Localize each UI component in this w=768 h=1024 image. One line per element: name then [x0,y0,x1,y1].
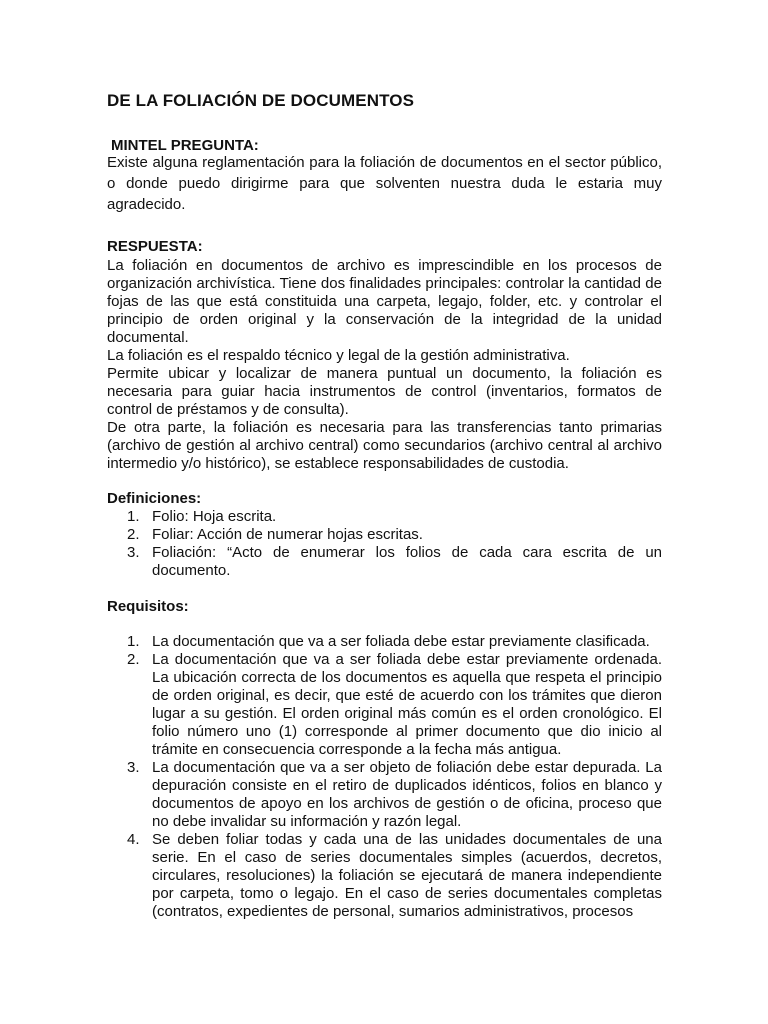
list-item [107,831,662,921]
requirements-label: Requisitos: [107,598,189,615]
question-text: Existe alguna reglamentación para la foliación de documentos en el sector público, o donde puedo dirigirme para que solventen nuestra duda le estaria muy agradecido. [107,154,662,213]
list-number: 2. [127,651,140,668]
definitions-label: Definiciones: [107,490,202,507]
list-item [107,526,662,544]
list-number: 1. [127,633,140,650]
list-number: 1. [127,508,140,525]
answer-paragraph: De otra parte, la foliación es necesaria para las transferencias tanto primarias (archivo de gestión al archivo central) como secundarios (archivo central al archivo intermedio y/o histórico), se establece responsabilidades de custodia. [107,419,662,472]
list-number: 3. [127,544,140,561]
definitions-list [107,508,662,580]
list-item [107,544,662,580]
requirements-section [107,633,662,921]
list-text: La documentación que va a ser objeto de foliación debe estar depurada. La depuración consiste en el retiro de duplicados idénticos, folios en blanco y documentos de apoyo en los archivos de gestión o de oficina, proceso que no debe invalidar su información y razón legal. [152,759,662,830]
list-text: Foliar: Acción de numerar hojas escritas. [152,526,423,543]
answer-section [107,257,662,473]
list-number: 4. [127,831,140,848]
definitions-section [107,508,662,580]
answer-paragraph: La foliación es el respaldo técnico y legal de la gestión administrativa. [107,347,570,364]
list-text: Folio: Hoja escrita. [152,508,277,525]
list-item [107,633,662,651]
list-item [107,651,662,759]
document-title: DE LA FOLIACIÓN DE DOCUMENTOS [107,91,415,110]
list-item [107,759,662,831]
list-text: La documentación que va a ser foliada debe estar previamente clasificada. [152,633,650,650]
list-item [107,508,662,526]
answer-label: RESPUESTA: [107,238,203,255]
list-text: La documentación que va a ser foliada debe estar previamente ordenada. La ubicación correcta de los documentos es aquella que respeta el principio de orden original, es decir, que esté de acuerdo con los trámites que dieron lugar a su gestión. El orden original más común es el orden cronológico. El folio número uno (1) corresponde al primer documento que dio inicio al trámite en consecuencia corresponde a la fecha más antigua. [152,651,662,758]
question-label: MINTEL PREGUNTA: [111,137,259,154]
list-number: 3. [127,759,140,776]
list-text: Se deben foliar todas y cada una de las unidades documentales de una serie. En el caso de series documentales simples (acuerdos, decretos, circulares, resoluciones) la foliación se ejecutará de manera independiente por carpeta, tomo o legajo. En el caso de series documentales completas (contratos, expedientes de personal, sumarios administrativos, procesos [152,831,662,920]
answer-paragraph: La foliación en documentos de archivo es imprescindible en los procesos de organización archivística. Tiene dos finalidades principales: controlar la cantidad de fojas de las que está constituida una carpeta, legajo, folder, etc. y controlar el principio de orden original y la conservación de la integridad de la unidad documental. [107,257,662,346]
answer-paragraph: Permite ubicar y localizar de manera puntual un documento, la foliación es necesaria para guiar hacia instrumentos de control (inventarios, formatos de control de préstamos y de consulta). [107,365,662,418]
list-text: Foliación: “Acto de enumerar los folios de cada cara escrita de un documento. [152,544,662,579]
requirements-list [107,633,662,921]
list-number: 2. [127,526,140,543]
question-section [107,152,662,215]
